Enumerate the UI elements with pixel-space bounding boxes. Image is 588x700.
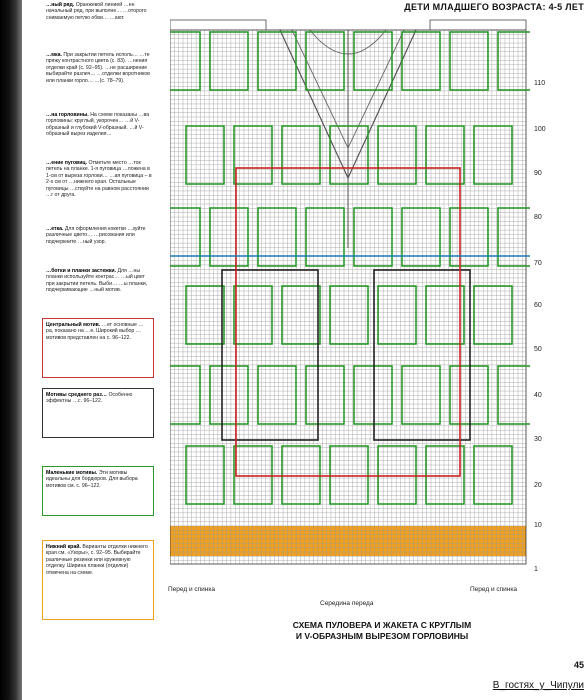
note-bottom-edge: Нижний край. Варианты отделки нижнего края см. «Узоры», с. 92–95. Выбирайте различные резинки или кружевную отделку. Ширина планки (отделки) отмечена на схеме. [46,544,148,576]
small-motif-frame [450,32,488,90]
small-motif-frame [498,32,530,90]
row-label: 80 [534,214,542,221]
small-motif-frame [426,126,464,184]
small-motif-frame [354,32,392,90]
knitting-chart [170,18,530,618]
small-motif-frame [258,366,296,424]
small-motif-frame [306,208,344,266]
ribbing-band [170,526,526,556]
small-motif-frame [450,366,488,424]
central-motif-box [42,318,154,378]
page-binding-shadow [0,0,22,700]
note-neckline: …на горловины. На схеме показаны …ва горловины: круглый, укорочен… …й V-образный и глубокий V-образный. …й V-образный вырез изделия… [46,112,150,138]
note-start-row: …ный ряд. Оранжевой линией …ен начальный ряд, при выполне… …оторого снимаемую петлю обви… …ают. [46,2,147,21]
row-label: 50 [534,346,542,353]
small-motif-frame [258,208,296,266]
note-medium-motif: Мотивы среднего раз… Особенно эффектны …с. 96–122. [46,392,133,405]
note-small-motif: Маленькие мотивы. Эти мотивы идеальны для бордюров. Для выбора мотивов см. с. 96–122. [46,470,138,489]
notes-column [22,0,152,700]
watermark: В_гостях_у_Чипули [492,680,584,691]
note-yoke: …етка. Для оформления кокетки …зуйте различные цвето… …рисования или подчеркните …ный узор. [46,226,146,245]
small-motif-frame [210,32,248,90]
bottom-edge-box [42,540,154,620]
small-motif-frame [402,32,440,90]
caption-right: Перед и спинка [470,586,518,593]
small-motif-frame [210,208,248,266]
note-central-motif: Центральный мотив. …ет основные …ра, показано на …е. Широкий выбор …мотивов представлен на с. 96–122. [46,322,144,341]
small-motif-frame [426,286,464,344]
small-motif-frame [210,366,248,424]
row-label: 30 [534,436,542,443]
small-motif-box [42,466,154,516]
note-placket: …ботки и планки застежки. Для …ны планки используйте контрас… …ый цвет при закрытии петель. Выби… …ы планки, подчеркивающие …ный мотив. [46,268,148,294]
note-edge: …мка. При закрытии петель исполь… …те пряжу контрастного цвета (с. 83). …нения отделки край (с. 92–95). …не расширение выбирайте различ… …отделки воротников или планки горло… …(с. 78–79). [46,52,150,84]
shoulder-edge [170,20,526,30]
small-motif-frame [450,208,488,266]
small-motif-frame [306,32,344,90]
small-motif-frame [306,366,344,424]
page-header: ДЕТИ МЛАДШЕГО ВОЗРАСТА: 4-5 ЛЕТ [404,2,584,12]
chart-overlays [170,32,530,504]
row-label: 60 [534,302,542,309]
small-motif-frame [354,366,392,424]
small-motif-frame [258,32,296,90]
page-number: 45 [573,660,584,670]
small-motif-frame [378,126,416,184]
small-motif-frame [474,286,512,344]
row-label: 70 [534,260,542,267]
note-buttons: …ение пуговиц. Отметьте место …ток петель на планке. 1-я пуговица …ложена в 1-см от вырезa горлови… …ая пуговица – в 2-х см от …нижнего края. Остальные пуговицы …ствуйте на равном расстоянии …г от друга. [46,160,152,199]
row-label: 40 [534,392,542,399]
small-motif-frame [498,208,530,266]
row-label: 10 [534,522,542,529]
small-motif-frame [498,366,530,424]
small-motif-frame [474,126,512,184]
small-motif-frame [378,286,416,344]
small-motif-frame [402,366,440,424]
chart-title-line2: И V-ОБРАЗНЫМ ВЫРЕЗОМ ГОРЛОВИНЫ [295,631,469,641]
small-motif-frame [330,286,368,344]
small-motif-frame [354,208,392,266]
small-motif-frame [402,208,440,266]
small-motif-frame [282,126,320,184]
caption-left: Перед и спинка [168,586,216,593]
small-motif-frame [282,286,320,344]
row-label: 20 [534,482,542,489]
row-label: 90 [534,170,542,177]
chart-title-line1: СХЕМА ПУЛОВЕРА И ЖАКЕТА С КРУГЛЫМ [292,620,472,630]
medium-motif-box [42,388,154,438]
row-label: 1 [534,566,538,573]
chart-title [232,620,532,642]
row-label: 110 [534,80,546,87]
row-label: 100 [534,126,546,133]
caption-center: Середина переда [320,600,374,607]
